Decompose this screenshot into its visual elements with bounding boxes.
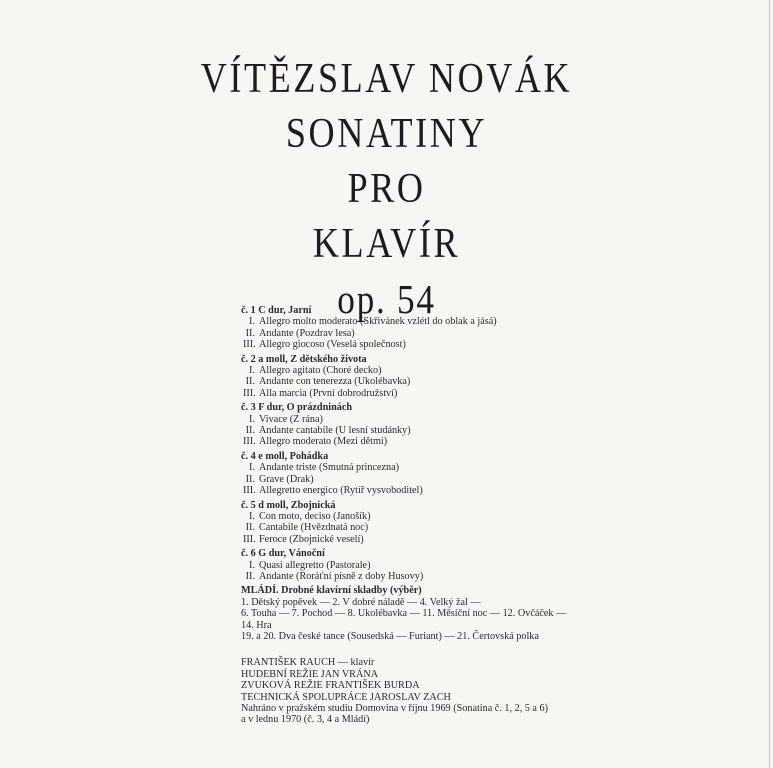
sonatina-heading: č. 2 a moll, Z dětského života (241, 353, 367, 365)
opus-number: op. 54 (337, 276, 436, 322)
mladi-line: 14. Hra (241, 619, 272, 631)
movement: I. Quasi allegretto (Pastorale) (249, 559, 371, 571)
mladi-line: 19. a 20. Dva české tance (Sousedská — Furiant) — 21. Čertovská polka (241, 630, 539, 642)
movement: II. Grave (Drak) (245, 473, 314, 485)
movement: III. Allegretto energico (Rytíř vysvoboditel) (243, 485, 423, 497)
movement: III. Allegro moderato (Mezi dětmi) (243, 436, 388, 448)
movement: II. Cantabile (Hvězdnatá noc) (245, 522, 369, 534)
movement: I. Vivace (Z rána) (249, 413, 323, 425)
music-direction-credit: HUDEBNÍ REŽIE JAN VRÁNA (241, 668, 379, 680)
work-title: SONATINY (285, 111, 488, 157)
title-block (0, 52, 773, 327)
movement: I. Allegro molto moderato (Skřivánek vzlétl do oblak a jásá) (249, 316, 497, 328)
movement: II. Andante (Pozdrav lesa) (245, 327, 355, 339)
mladi-line: 6. Touha — 7. Pochod — 8. Ukolébavka — 11. Měsíční noc — 12. Ovčáček — (241, 608, 567, 620)
movement: III. Feroce (Zbojnické veselí) (243, 533, 364, 545)
composer-name: VÍTĚZSLAV NOVÁK (200, 56, 573, 102)
sonatina-heading: č. 6 G dur, Vánoční (241, 548, 325, 560)
movement: III. Alla marcia (První dobrodružství) (243, 387, 398, 399)
movement: I. Andante triste (Smutná princezna) (249, 462, 400, 474)
sonatina-heading: č. 4 e moll, Pohádka (241, 450, 329, 462)
sonatina-heading: č. 1 C dur, Jarní (241, 305, 312, 316)
credits (241, 657, 741, 725)
mladi-section (241, 585, 741, 642)
movement: II. Andante cantabile (U lesní studánky) (245, 425, 411, 437)
sonatina-heading: č. 5 d moll, Zbojnická (241, 499, 336, 511)
movement: I. Con moto, deciso (Janošík) (249, 510, 371, 522)
technical-credit: TECHNICKÁ SPOLUPRÁCE JAROSLAV ZACH (241, 691, 451, 703)
sonatina-1 (241, 305, 741, 351)
movement: II. Andante con tenerezza (Ukolébavka) (245, 376, 411, 388)
sound-direction-credit: ZVUKOVÁ REŽIE FRANTIŠEK BURDA (241, 680, 420, 692)
work-title-instrument: KLAVÍR (312, 221, 461, 267)
sonatina-4 (241, 451, 741, 497)
track-listing (241, 305, 741, 726)
movement: I. Allegro agitato (Choré decko) (249, 365, 382, 377)
sonatina-3 (241, 402, 741, 448)
recording-note: a v lednu 1970 (č. 3, 4 a Mládí) (241, 714, 370, 726)
sonatina-heading: č. 3 F dur, O prázdninách (241, 402, 353, 414)
mladi-line: 1. Dětský popěvek — 2. V dobré náladě — 4. Velký žal — (241, 596, 481, 608)
movement: III. Allegro giocoso (Veselá společnost) (243, 339, 406, 351)
recording-note: Nahráno v pražském studiu Domovina v říjnu 1969 (Sonatina č. 1, 2, 5 a 6) (241, 703, 548, 714)
mladi-heading: MLÁDÍ. Drobné klavírní skladby (výběr) (241, 585, 422, 597)
movement: II. Andante (Roráťní písně z doby Husovy) (245, 570, 424, 582)
work-title-pro: PRO (347, 166, 426, 212)
performer-credit: FRANTIŠEK RAUCH — klavír (241, 657, 375, 669)
sonatina-2 (241, 354, 741, 400)
sonatina-6 (241, 548, 741, 582)
sonatina-5 (241, 500, 741, 546)
